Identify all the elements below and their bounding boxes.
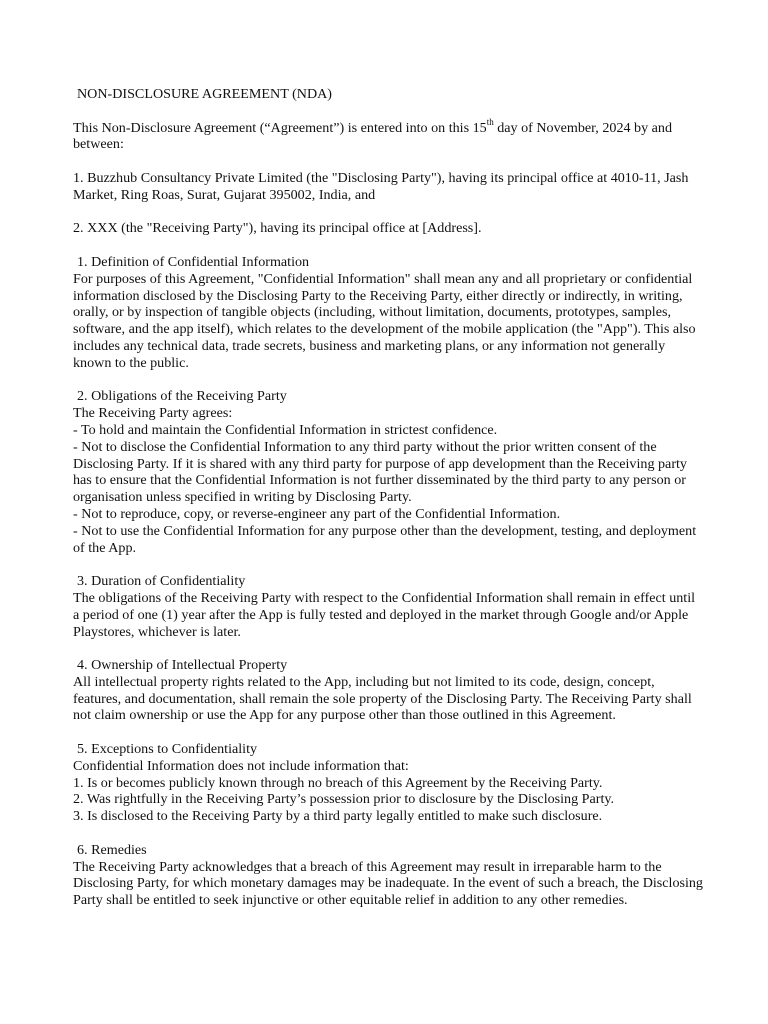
section-text: The obligations of the Receiving Party with respect to the Confidential Information shall remain in effect until a period of one (1) year after the App is fully tested and deployed in the market through Google and/or Apple Playstores, whichever is later. bbox=[73, 589, 696, 640]
section-heading: 5. Exceptions to Confidentiality bbox=[77, 741, 258, 758]
party-receiving: 2. XXX (the "Receiving Party"), having its principal office at [Address]. bbox=[73, 220, 482, 237]
section-ownership bbox=[73, 657, 703, 724]
section-heading: 2. Obligations of the Receiving Party bbox=[77, 388, 287, 405]
section-text: The Receiving Party acknowledges that a breach of this Agreement may result in irreparable harm to the Disclosing Party, for which monetary damages may be inadequate. In the event of such a breach, the Disclosing Party shall be entitled to seek injunctive or other equitable relief in addition to any other remedies. bbox=[73, 858, 703, 909]
section-text: The Receiving Party agrees: bbox=[73, 405, 233, 422]
section-text: All intellectual property rights related to the App, including but not limited to its code, design, concept, features, and documentation, shall remain the sole property of the Disclosing Party. The Receiving Party shall not claim ownership or use the App for any purpose other than those outlined in this Agreement. bbox=[73, 673, 692, 724]
section-duration bbox=[73, 573, 703, 640]
list-item: 3. Is disclosed to the Receiving Party by a third party legally entitled to make such disclosure. bbox=[73, 808, 603, 825]
intro-text-before-day: This Non-Disclosure Agreement (“Agreement”) is entered into on this 15 bbox=[73, 119, 487, 136]
section-heading: 3. Duration of Confidentiality bbox=[77, 573, 246, 590]
section-exceptions bbox=[73, 741, 703, 825]
list-item: 2. Was rightfully in the Receiving Party’s possession prior to disclosure by the Disclosing Party. bbox=[73, 791, 615, 808]
section-text: Confidential Information does not include information that: bbox=[73, 757, 409, 774]
intro-paragraph bbox=[73, 116, 703, 154]
section-heading: 1. Definition of Confidential Information bbox=[77, 253, 310, 270]
list-item: - To hold and maintain the Confidential Information in strictest confidence. bbox=[73, 421, 498, 438]
list-item: - Not to reproduce, copy, or reverse-engineer any part of the Confidential Information. bbox=[73, 505, 561, 522]
document-title: NON-DISCLOSURE AGREEMENT (NDA) bbox=[77, 86, 332, 102]
list-item: - Not to disclose the Confidential Information to any third party without the prior written consent of the Disclosing Party. If it is shared with any third party for purpose of app development than the Receiving party has to ensure that the Confidential Information is not further disseminated by the third party to any person or organisation unless specified in writing by Disclosing Party. bbox=[73, 438, 687, 506]
list-item: - Not to use the Confidential Information for any purpose other than the development, testing, and deployment of the App. bbox=[73, 522, 697, 556]
section-remedies bbox=[73, 842, 703, 909]
section-heading: 4. Ownership of Intellectual Property bbox=[77, 657, 288, 674]
document-page bbox=[73, 86, 703, 926]
section-obligations bbox=[73, 388, 703, 556]
section-heading: 6. Remedies bbox=[77, 841, 147, 858]
section-definition bbox=[73, 254, 703, 372]
day-ordinal-suffix: th bbox=[486, 116, 494, 127]
list-item: 1. Is or becomes publicly known through no breach of this Agreement by the Receiving Party. bbox=[73, 774, 603, 791]
section-text: For purposes of this Agreement, "Confidential Information" shall mean any and all proprietary or confidential information disclosed by the Disclosing Party to the Receiving Party, either directly or indirectly, in writing, orally, or by inspection of tangible objects (including, without limitation, documents, prototypes, samples, software, and the app itself), which relates to the development of the mobile application (the "App"). This also includes any technical data, trade secrets, business and marketing plans, or any information not generally known to the public. bbox=[73, 270, 696, 371]
party-disclosing: 1. Buzzhub Consultancy Private Limited (the "Disclosing Party"), having its principal office at 4010-11, Jash Market, Ring Roas, Surat, Gujarat 395002, India, and bbox=[73, 169, 689, 203]
intro-text-after-day: day of November, 2024 by and between: bbox=[73, 119, 673, 153]
